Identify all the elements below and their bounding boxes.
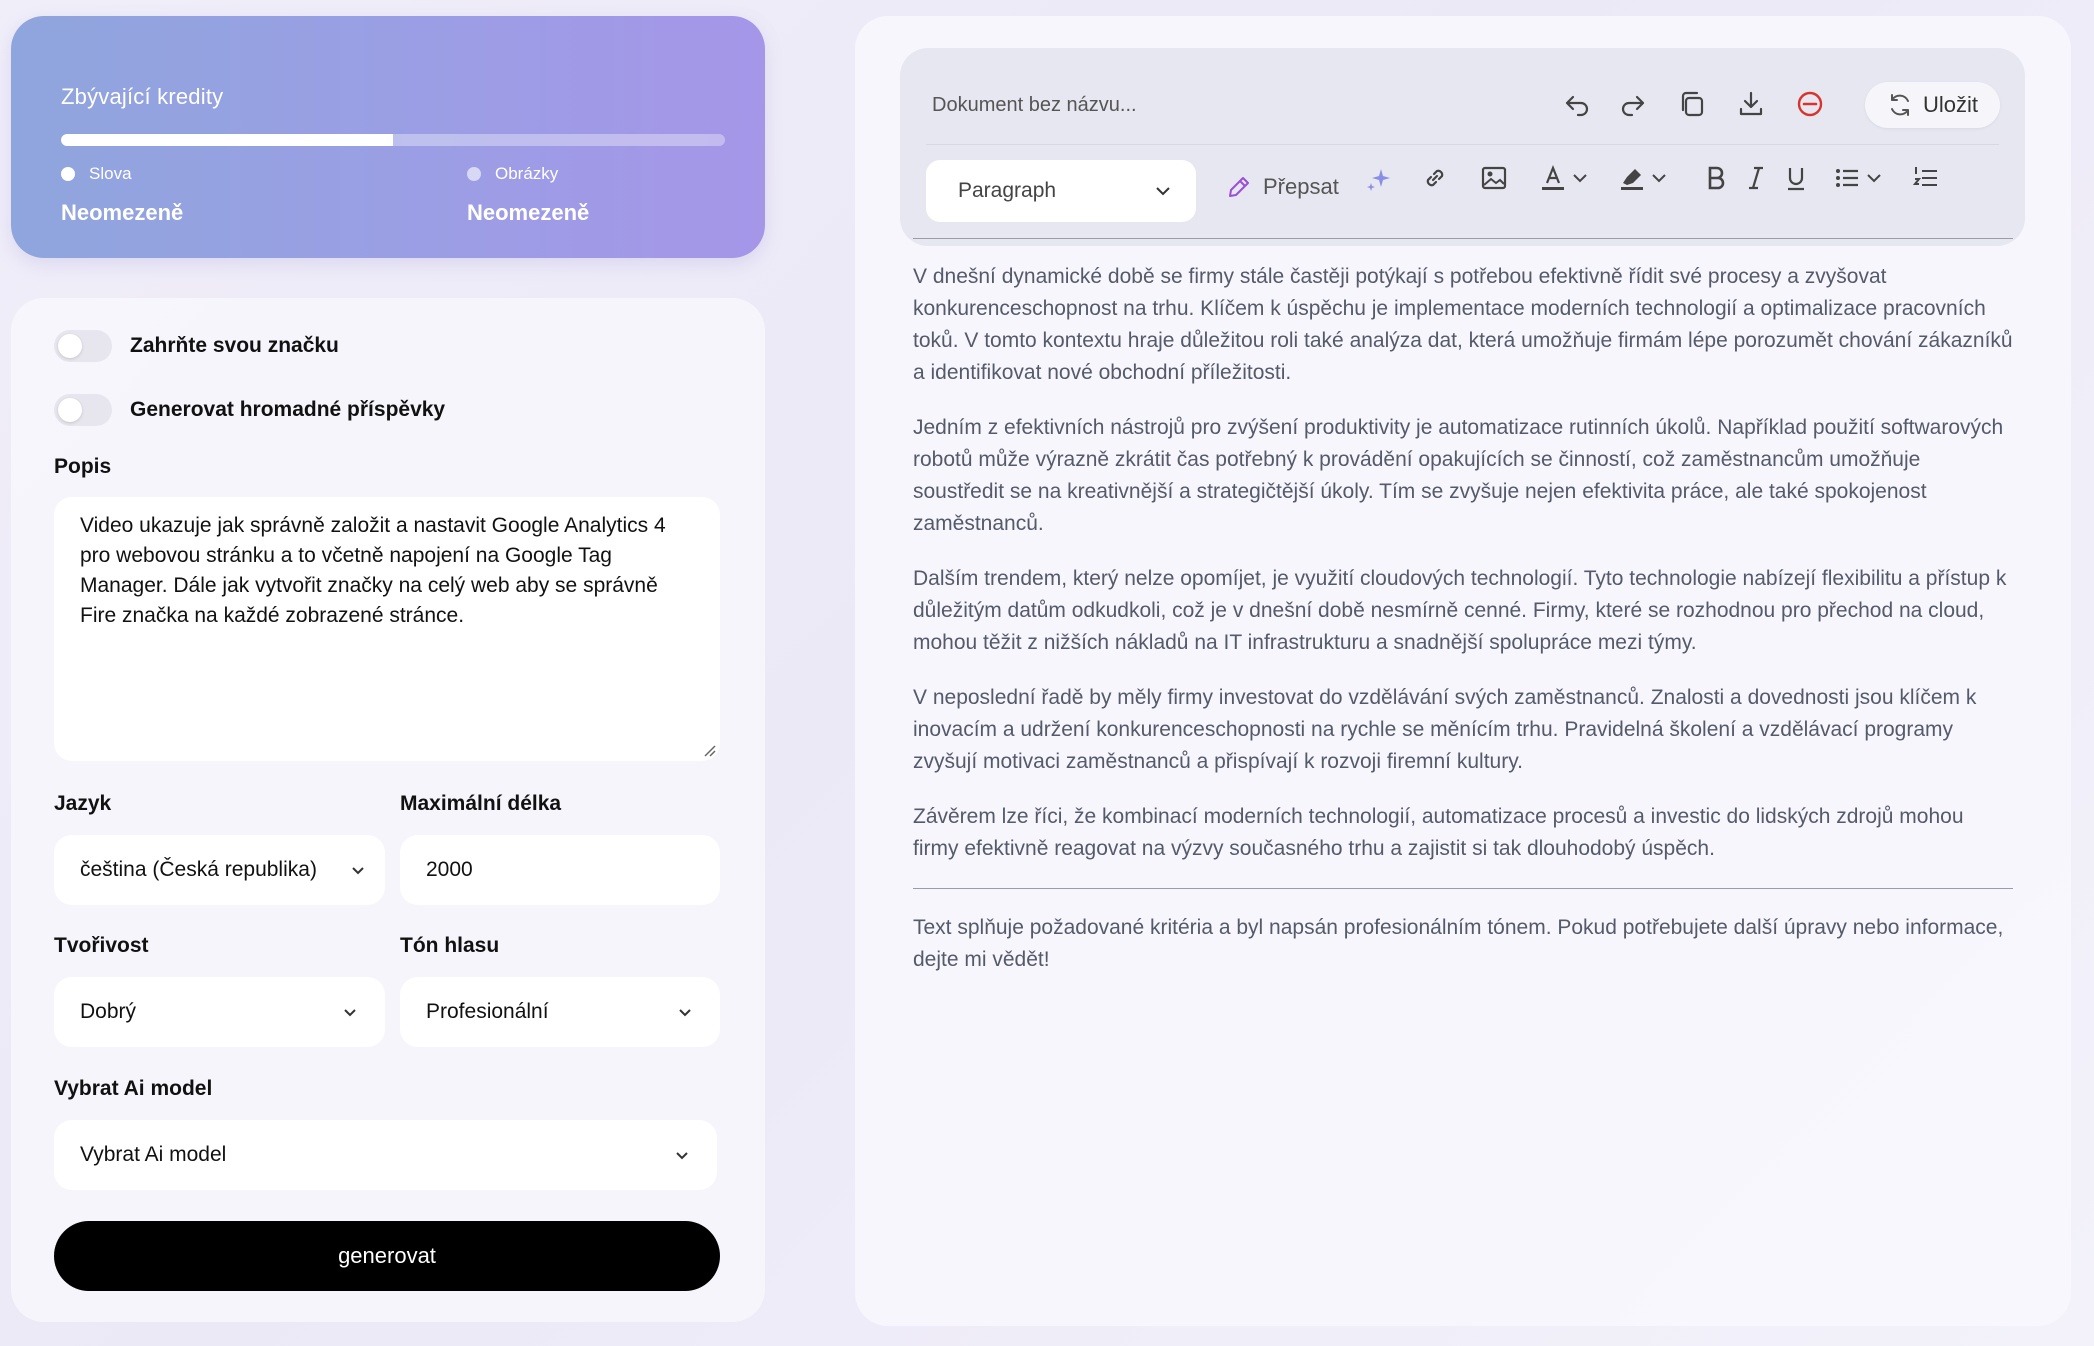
save-label: Uložit <box>1922 92 1978 117</box>
delete-icon[interactable] <box>1794 88 1826 120</box>
chevron-down-icon <box>349 861 367 879</box>
block-type-select[interactable] <box>926 160 1196 222</box>
chevron-down-icon <box>676 1003 694 1021</box>
chevron-down-icon <box>341 1003 359 1021</box>
description-textarea[interactable] <box>54 497 720 761</box>
language-label: Jazyk <box>54 792 112 815</box>
images-dot-icon <box>467 167 481 181</box>
tone-select[interactable] <box>400 977 720 1047</box>
words-dot-icon <box>61 167 75 181</box>
maxlen-value: 2000 <box>426 858 473 881</box>
tone-value: Profesionální <box>426 1000 549 1023</box>
copy-icon[interactable] <box>1676 88 1708 120</box>
list-chevron-icon[interactable] <box>1864 162 1884 194</box>
description-label: Popis <box>54 455 112 478</box>
undo-icon[interactable] <box>1561 88 1593 120</box>
credits-stat-images <box>467 164 589 226</box>
creativity-select[interactable] <box>54 977 385 1047</box>
footer-note: Text splňuje požadované kritéria a byl napsán profesionálním tónem. Pokud potřebujete další úpravy nebo informace, dejte mi vědět! <box>913 916 2004 971</box>
content-divider <box>913 888 2013 889</box>
refresh-icon <box>1887 92 1913 118</box>
maxlen-input[interactable] <box>400 835 720 905</box>
tone-label: Tón hlasu <box>400 934 500 957</box>
creativity-label: Tvořivost <box>54 934 149 957</box>
chevron-down-icon <box>1154 182 1172 200</box>
model-label: Vybrat Ai model <box>54 1077 213 1100</box>
editor-toolbar <box>900 48 2025 246</box>
bulk-toggle-row <box>54 394 445 426</box>
bulk-toggle-label: Generovat hromadné příspěvky <box>130 398 446 421</box>
content-top-rule <box>913 238 2013 239</box>
paragraph: Jedním z efektivních nástrojů pro zvýšení produktivity je automatizace rutinních úkolů. Například použití softwarových robotů může výrazně zkrátit čas potřebný k provádění opakujících se činností, což zaměstnancům umožňuje soustředit se na kreativnější a strategičtější úkoly. Tím se zvyšuje nejen efektivita práce, ale také spokojenost zaměstnanců. <box>913 416 2004 535</box>
generate-button[interactable]: generovat <box>54 1221 720 1291</box>
text-color-chevron-icon[interactable] <box>1570 162 1590 194</box>
creativity-value: Dobrý <box>80 1000 137 1023</box>
underline-icon[interactable] <box>1780 162 1812 194</box>
paragraph: Závěrem lze říci, že kombinací moderních technologií, automatizace procesů a investic do lidských zdrojů mohou firmy efektivně reagovat na výzvy současného trhu a zajistit si tak dlouhodobý úspěch. <box>913 805 1964 860</box>
editor-content[interactable] <box>913 262 2013 999</box>
language-select[interactable] <box>54 835 385 905</box>
chevron-down-icon <box>673 1146 691 1164</box>
images-value: Neomezeně <box>467 200 590 225</box>
bullet-list-icon[interactable] <box>1831 162 1863 194</box>
bold-icon[interactable] <box>1700 162 1732 194</box>
toolbar-divider <box>926 144 1999 145</box>
numbered-list-icon[interactable] <box>1910 162 1942 194</box>
download-icon[interactable] <box>1735 88 1767 120</box>
maxlen-label: Maximální délka <box>400 792 562 815</box>
credits-progress-bar <box>61 134 725 146</box>
paragraph: V neposlední řadě by měly firmy investovat do vzdělávání svých zaměstnanců. Znalosti a dovednosti jsou klíčem k inovacím a udržení konkurenceschopnosti na rychle se měnícím trhu. Pravidelná školení a vzdělávací programy zvyšují motivaci zaměstnanců a přispívají k rozvoji firemní kultury. <box>913 686 1977 773</box>
brand-toggle[interactable] <box>54 330 112 362</box>
highlight-chevron-icon[interactable] <box>1649 162 1669 194</box>
model-select[interactable] <box>54 1120 717 1190</box>
rewrite-label: Přepsat <box>1263 174 1339 199</box>
ai-sparkles-icon[interactable] <box>1363 162 1395 194</box>
description-text: Video ukazuje jak správně založit a nastavit Google Analytics 4 pro webovou stránku a to včetně napojení na Google Tag Manager. Dále jak vytvořit značky na celý web aby se správně Fire značka na každé zobrazené stránce. <box>80 514 666 627</box>
block-type-value: Paragraph <box>958 179 1057 202</box>
save-button[interactable] <box>1865 82 2000 128</box>
language-value: čeština (Česká republika) <box>80 858 317 881</box>
credits-title: Zbývající kredity <box>61 84 224 109</box>
words-value: Neomezeně <box>61 200 184 225</box>
brand-toggle-label: Zahrňte svou značku <box>130 334 339 357</box>
text-color-icon[interactable] <box>1537 162 1569 194</box>
link-icon[interactable] <box>1419 162 1451 194</box>
paragraph: Dalším trendem, který nelze opomíjet, je využití cloudových technologií. Tyto technologie nabízejí flexibilitu a přístup k důležitým datům odkudkoli, což je v dnešní době nesmírně cenné. Firmy, které se rozhodnou pro přechod na cloud, mohou těžit z nižších nákladů na IT infrastrukturu a snadnější spolupráce mezi týmy. <box>913 567 2007 654</box>
redo-icon[interactable] <box>1617 88 1649 120</box>
brand-toggle-row <box>54 330 339 362</box>
credits-card <box>11 16 765 258</box>
paragraph: V dnešní dynamické době se firmy stále častěji potýkají s potřebou efektivně řídit své procesy a zvyšovat konkurenceschopnost na trhu. Klíčem k úspěchu je implementace moderních technologií a optimalizace pracovních toků. V tomto kontextu hraje důležitou roli také analýza dat, která umožňuje firmám lépe porozumět chování zákazníků a identifikovat nové obchodní příležitosti. <box>913 265 2013 384</box>
credits-stat-words <box>61 164 183 226</box>
words-label: Slova <box>89 164 132 183</box>
image-icon[interactable] <box>1478 162 1510 194</box>
highlight-icon[interactable] <box>1616 162 1648 194</box>
model-value: Vybrat Ai model <box>80 1143 227 1166</box>
document-title-input[interactable]: Dokument bez názvu... <box>932 94 1137 116</box>
resize-handle-icon[interactable] <box>700 741 716 757</box>
credits-progress-fill <box>61 134 393 146</box>
sparkle-ai-icon[interactable] <box>1237 178 1269 210</box>
images-label: Obrázky <box>495 164 559 183</box>
generator-form <box>11 298 765 1322</box>
italic-icon[interactable] <box>1740 162 1772 194</box>
bulk-posts-toggle[interactable] <box>54 394 112 426</box>
